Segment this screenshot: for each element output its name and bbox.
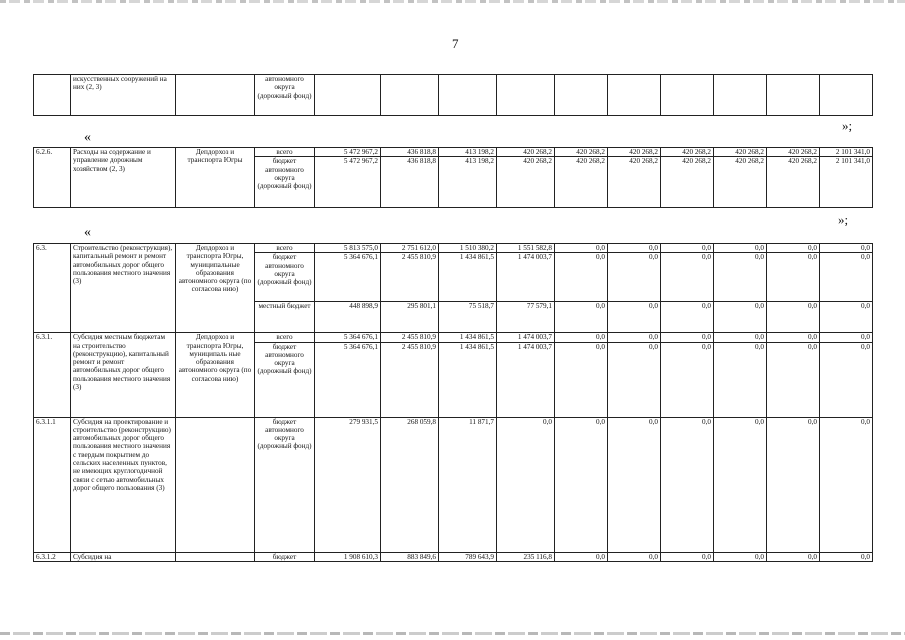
value-cell	[820, 75, 873, 116]
value-cell: 75 518,7	[439, 302, 497, 333]
value-cell: 0,0	[767, 552, 820, 561]
value-cell: 413 198,2	[439, 148, 497, 157]
value-cell: 5 472 967,2	[315, 148, 381, 157]
value-cell: 420 268,2	[714, 157, 767, 208]
value-cell: 0,0	[820, 417, 873, 552]
value-cell: 1 474 003,7	[497, 333, 555, 342]
funding-source: бюджет автономного округа (дорожный фонд)	[255, 157, 315, 208]
value-cell: 0,0	[497, 417, 555, 552]
value-cell: 0,0	[714, 333, 767, 342]
value-cell: 1 434 861,5	[439, 253, 497, 302]
funding-source: бюджет автономного округа (дорожный фонд)	[255, 417, 315, 552]
row-number	[34, 75, 71, 116]
value-cell: 5 364 676,1	[315, 253, 381, 302]
row-number: 6.3.1.	[34, 333, 71, 417]
row-name: Субсидия на проектирование и строительство (реконструкцию) автомобильных дорог общего пользования местного значения с твердым покрытием до сельских населенных пунктов, не имеющих круглогодичной связи с сетью автомобильных дорог общего пользования (3)	[71, 417, 176, 552]
row-name: Субсидия местным бюджетам на строительство (реконструкцию), капитальный ремонт и ремонт автомобильных дорог общего пользования местного значения (3)	[71, 333, 176, 417]
value-cell: 235 116,8	[497, 552, 555, 561]
value-cell: 295 801,1	[381, 302, 439, 333]
table-row-6-2-6	[33, 147, 873, 208]
value-cell: 5 364 676,1	[315, 342, 381, 417]
value-cell: 0,0	[767, 417, 820, 552]
row-name: Расходы на содержание и управление дорожным хозяйством (2, 3)	[71, 148, 176, 208]
open-quote-2: «	[84, 225, 91, 240]
value-cell: 0,0	[714, 244, 767, 253]
value-cell: 420 268,2	[497, 157, 555, 208]
table-row	[34, 333, 873, 342]
value-cell: 0,0	[661, 417, 714, 552]
value-cell: 0,0	[608, 417, 661, 552]
value-cell: 1 474 003,7	[497, 342, 555, 417]
value-cell: 268 059,8	[381, 417, 439, 552]
funding-source: бюджет автономного округа (дорожный фонд)	[255, 342, 315, 417]
value-cell: 0,0	[661, 342, 714, 417]
value-cell: 420 268,2	[767, 148, 820, 157]
value-cell	[497, 75, 555, 116]
funding-source: местный бюджет	[255, 302, 315, 333]
value-cell: 0,0	[555, 552, 608, 561]
funding-source: бюджет	[255, 552, 315, 561]
funding-source: всего	[255, 333, 315, 342]
value-cell: 0,0	[661, 253, 714, 302]
value-cell: 0,0	[555, 302, 608, 333]
row-executor: Депдорхоз и транспорта Югры, муниципаль ные образования автономного округа (по согласова нию)	[176, 333, 255, 417]
value-cell: 0,0	[767, 302, 820, 333]
value-cell: 1 551 582,8	[497, 244, 555, 253]
value-cell: 0,0	[608, 552, 661, 561]
row-name: Субсидия на	[71, 552, 176, 561]
value-cell: 2 101 341,0	[820, 157, 873, 208]
value-cell: 448 898,9	[315, 302, 381, 333]
table-section-6-3	[33, 243, 873, 562]
funding-source: всего	[255, 148, 315, 157]
scan-edge-bottom	[0, 632, 905, 635]
value-cell	[439, 75, 497, 116]
value-cell: 2 751 612,0	[381, 244, 439, 253]
value-cell: 436 818,8	[381, 157, 439, 208]
row-number: 6.3.	[34, 244, 71, 333]
funding-source: бюджет автономного округа (дорожный фонд)	[255, 253, 315, 302]
value-cell: 0,0	[608, 244, 661, 253]
value-cell	[714, 75, 767, 116]
row-executor	[176, 552, 255, 561]
table-row	[34, 417, 873, 552]
table-prev-tail	[33, 74, 873, 116]
value-cell: 0,0	[714, 302, 767, 333]
value-cell: 0,0	[714, 342, 767, 417]
value-cell: 0,0	[820, 342, 873, 417]
value-cell: 0,0	[714, 552, 767, 561]
value-cell: 0,0	[820, 333, 873, 342]
page-number: 7	[452, 36, 459, 51]
row-number: 6.2.6.	[34, 148, 71, 208]
value-cell: 0,0	[820, 244, 873, 253]
value-cell: 0,0	[555, 333, 608, 342]
value-cell: 1 434 861,5	[439, 342, 497, 417]
value-cell	[661, 75, 714, 116]
value-cell: 0,0	[820, 253, 873, 302]
value-cell: 5 813 575,0	[315, 244, 381, 253]
value-cell: 2 455 810,9	[381, 342, 439, 417]
open-quote-1: «	[84, 130, 91, 145]
row-executor	[176, 417, 255, 552]
value-cell: 0,0	[608, 342, 661, 417]
value-cell: 0,0	[820, 552, 873, 561]
value-cell: 420 268,2	[661, 148, 714, 157]
value-cell: 436 818,8	[381, 148, 439, 157]
value-cell	[315, 75, 381, 116]
value-cell: 420 268,2	[608, 148, 661, 157]
value-cell: 0,0	[661, 244, 714, 253]
value-cell: 420 268,2	[608, 157, 661, 208]
scan-edge-top	[0, 0, 905, 3]
value-cell: 0,0	[767, 253, 820, 302]
row-executor: Депдорхоз и транспорта Югры, муниципальные образования автономного округа (по согласова нию)	[176, 244, 255, 333]
value-cell	[608, 75, 661, 116]
value-cell: 0,0	[714, 253, 767, 302]
value-cell: 0,0	[661, 552, 714, 561]
close-quote-2: »;	[838, 212, 849, 227]
table-row	[34, 244, 873, 253]
value-cell: 0,0	[767, 244, 820, 253]
value-cell: 420 268,2	[661, 157, 714, 208]
value-cell: 0,0	[767, 333, 820, 342]
close-quote-1: »;	[842, 118, 853, 133]
value-cell: 2 455 810,9	[381, 253, 439, 302]
value-cell: 420 268,2	[714, 148, 767, 157]
value-cell: 0,0	[661, 333, 714, 342]
value-cell: 1 434 861,5	[439, 333, 497, 342]
value-cell: 0,0	[767, 342, 820, 417]
value-cell	[381, 75, 439, 116]
value-cell: 789 643,9	[439, 552, 497, 561]
row-number: 6.3.1.1	[34, 417, 71, 552]
row-name: Строительство (реконструкция), капитальный ремонт и ремонт автомобильных дорог общего пользования местного значения (3)	[71, 244, 176, 333]
value-cell: 0,0	[608, 333, 661, 342]
row-executor: Дeпдорхоз и транспорта Югры	[176, 148, 255, 208]
table-row	[34, 148, 873, 157]
value-cell: 0,0	[661, 302, 714, 333]
value-cell: 2 455 810,9	[381, 333, 439, 342]
value-cell: 883 849,6	[381, 552, 439, 561]
value-cell: 279 931,5	[315, 417, 381, 552]
value-cell: 2 101 341,0	[820, 148, 873, 157]
table-row	[34, 552, 873, 561]
value-cell: 420 268,2	[767, 157, 820, 208]
value-cell: 413 198,2	[439, 157, 497, 208]
row-number: 6.3.1.2	[34, 552, 71, 561]
row-executor	[176, 75, 255, 116]
value-cell: 420 268,2	[555, 148, 608, 157]
value-cell: 420 268,2	[497, 148, 555, 157]
value-cell: 5 472 967,2	[315, 157, 381, 208]
value-cell: 420 268,2	[555, 157, 608, 208]
value-cell: 77 579,1	[497, 302, 555, 333]
value-cell: 0,0	[555, 342, 608, 417]
table-row	[34, 75, 873, 116]
value-cell: 1 908 610,3	[315, 552, 381, 561]
value-cell: 0,0	[555, 417, 608, 552]
value-cell	[555, 75, 608, 116]
funding-source: автономного округа (дорожный фонд)	[255, 75, 315, 116]
value-cell: 0,0	[555, 244, 608, 253]
value-cell: 1 510 380,2	[439, 244, 497, 253]
value-cell: 11 871,7	[439, 417, 497, 552]
value-cell: 0,0	[555, 253, 608, 302]
funding-source: всего	[255, 244, 315, 253]
value-cell: 0,0	[714, 417, 767, 552]
value-cell	[767, 75, 820, 116]
value-cell: 1 474 003,7	[497, 253, 555, 302]
row-name: искусственных сооружений на них (2, 3)	[71, 75, 176, 116]
value-cell: 0,0	[820, 302, 873, 333]
value-cell: 0,0	[608, 302, 661, 333]
value-cell: 0,0	[608, 253, 661, 302]
value-cell: 5 364 676,1	[315, 333, 381, 342]
